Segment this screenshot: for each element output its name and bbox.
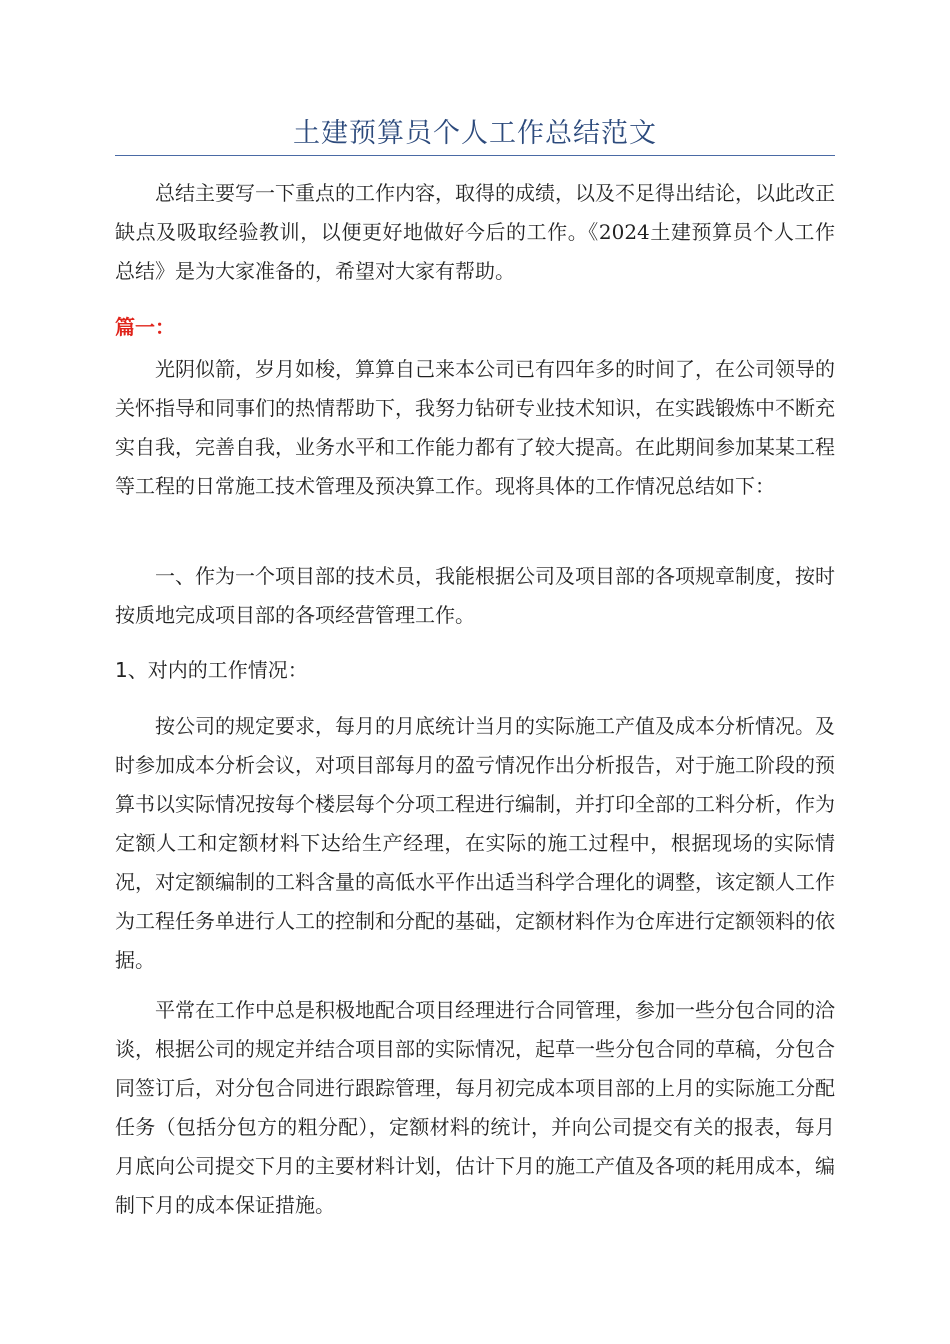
- subheading-text: 、对内的工作情况：: [127, 658, 308, 682]
- subheading-number: 1: [115, 658, 128, 682]
- paragraph-2: 一、作为一个项目部的技术员，我能根据公司及项目部的各项规章制度，按时按质地完成项目部的各项经营管理工作。: [115, 564, 835, 627]
- paragraph-1: 光阴似箭，岁月如梭，算算自己来本公司已有四年多的时间了，在公司领导的关怀指导和同事们的热情帮助下，我努力钻研专业技术知识，在实践锻炼中不断充实自我，完善自我，业务水平和工作能力都有了较大提高。在此期间参加某某工程等工程的日常施工技术管理及预决算工作。现将具体的工作情况总结如下：: [115, 357, 835, 498]
- paragraph-3: 按公司的规定要求，每月的月底统计当月的实际施工产值及成本分析情况。及时参加成本分析会议，对项目部每月的盈亏情况作出分析报告，对于施工阶段的预算书以实际情况按每个楼层每个分项工程进行编制，并打印全部的工料分析，作为定额人工和定额材料下达给生产经理，在实际的施工过程中，根据现场的实际情况，对定额编制的工料含量的高低水平作出适当科学合理化的调整，该定额人工作为工程任务单进行人工的控制和分配的基础，定额材料作为仓库进行定额领料的依据。: [115, 714, 835, 972]
- paragraph-4: 平常在工作中总是积极地配合项目经理进行合同管理，参加一些分包合同的洽谈，根据公司的规定并结合项目部的实际情况，起草一些分包合同的草稿，分包合同签订后，对分包合同进行跟踪管理，每月初完成本项目部的上月的实际施工分配任务（包括分包方的粗分配），定额材料的统计，并向公司提交有关的报表，每月月底向公司提交下月的主要材料计划，估计下月的施工产值及各项的耗用成本，编制下月的成本保证措施。: [115, 998, 835, 1217]
- section-heading: 篇一：: [115, 315, 175, 339]
- title-divider: [115, 155, 835, 156]
- intro-paragraph: 总结主要写一下重点的工作内容，取得的成绩，以及不足得出结论，以此改正缺点及吸取经验教训，以便更好地做好今后的工作。《2024土建预算员个人工作总结》是为大家准备的，希望对大家有帮助。: [115, 181, 835, 283]
- subheading: [115, 651, 308, 690]
- page-title: 土建预算员个人工作总结范文: [293, 118, 657, 149]
